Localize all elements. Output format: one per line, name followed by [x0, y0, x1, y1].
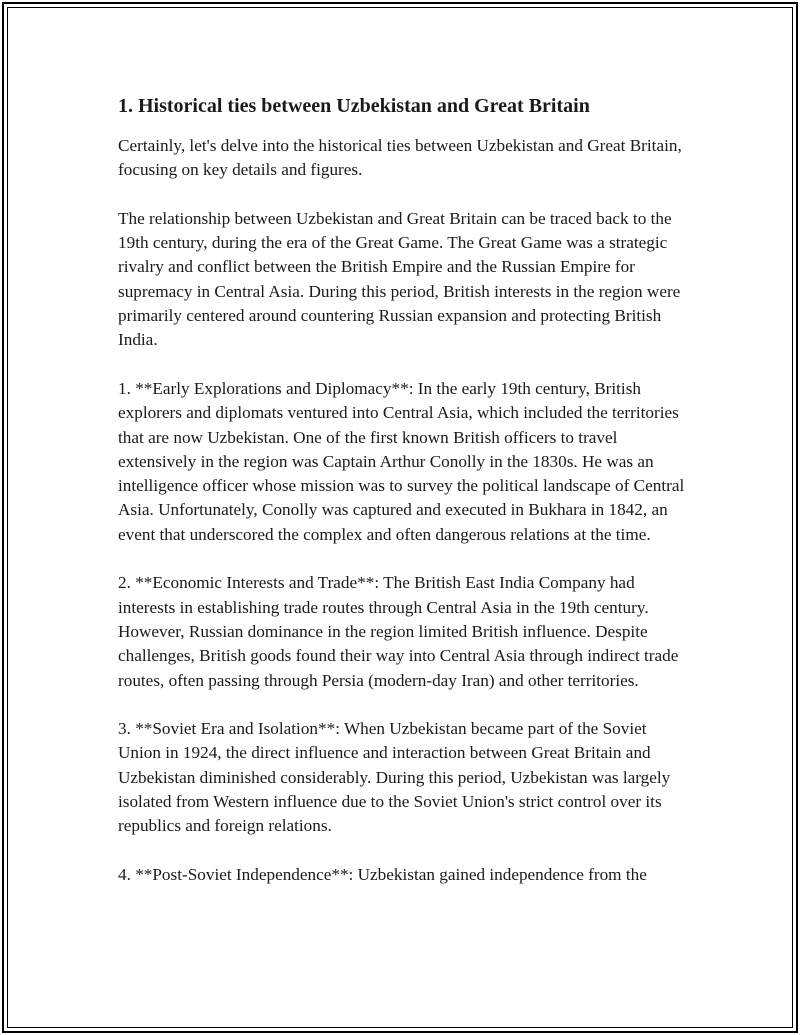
section-heading: 1. Historical ties between Uzbekistan and Great Britain [118, 95, 590, 117]
intro-paragraph: Certainly, let's delve into the historical ties between Uzbekistan and Great Britain, focusing on key details and figures. [118, 136, 682, 180]
background-paragraph: The relationship between Uzbekistan and Great Britain can be traced back to the 19th century, during the era of the Great Game. The Great Game was a strategic rivalry and conflict between the British Empire and the Russian Empire for supremacy in Central Asia. During this period, British interests in the region were primarily centered around countering Russian expansion and protecting British India. [118, 208, 681, 350]
document-body [118, 94, 693, 887]
economic-interests-paragraph: 2. **Economic Interests and Trade**: The British East India Company had interests in establishing trade routes through Central Asia in the 19th century. However, Russian dominance in the region limited British influence. Despite challenges, British goods found their way into Central Asia through indirect trade routes, often passing through Persia (modern-day Iran) and other territories. [118, 573, 679, 690]
soviet-era-paragraph: 3. **Soviet Era and Isolation**: When Uzbekistan became part of the Soviet Union in 1924, the direct influence and interaction between Great Britain and Uzbekistan diminished considerably. During this period, Uzbekistan was largely isolated from Western influence due to the Soviet Union's strict control over its republics and foreign relations. [118, 719, 671, 836]
post-soviet-paragraph: 4. **Post-Soviet Independence**: Uzbekistan gained independence from the [118, 864, 647, 884]
early-explorations-paragraph: 1. **Early Explorations and Diplomacy**: In the early 19th century, British explorers and diplomats ventured into Central Asia, which included the territories that are now Uzbekistan. One of the first known British officers to travel extensively in the region was Captain Arthur Conolly in the 1830s. He was an intelligence officer whose mission was to survey the political landscape of Central Asia. Unfortunately, Conolly was captured and executed in Bukhara in 1842, an event that underscored the complex and often dangerous relations at the time. [118, 378, 685, 544]
